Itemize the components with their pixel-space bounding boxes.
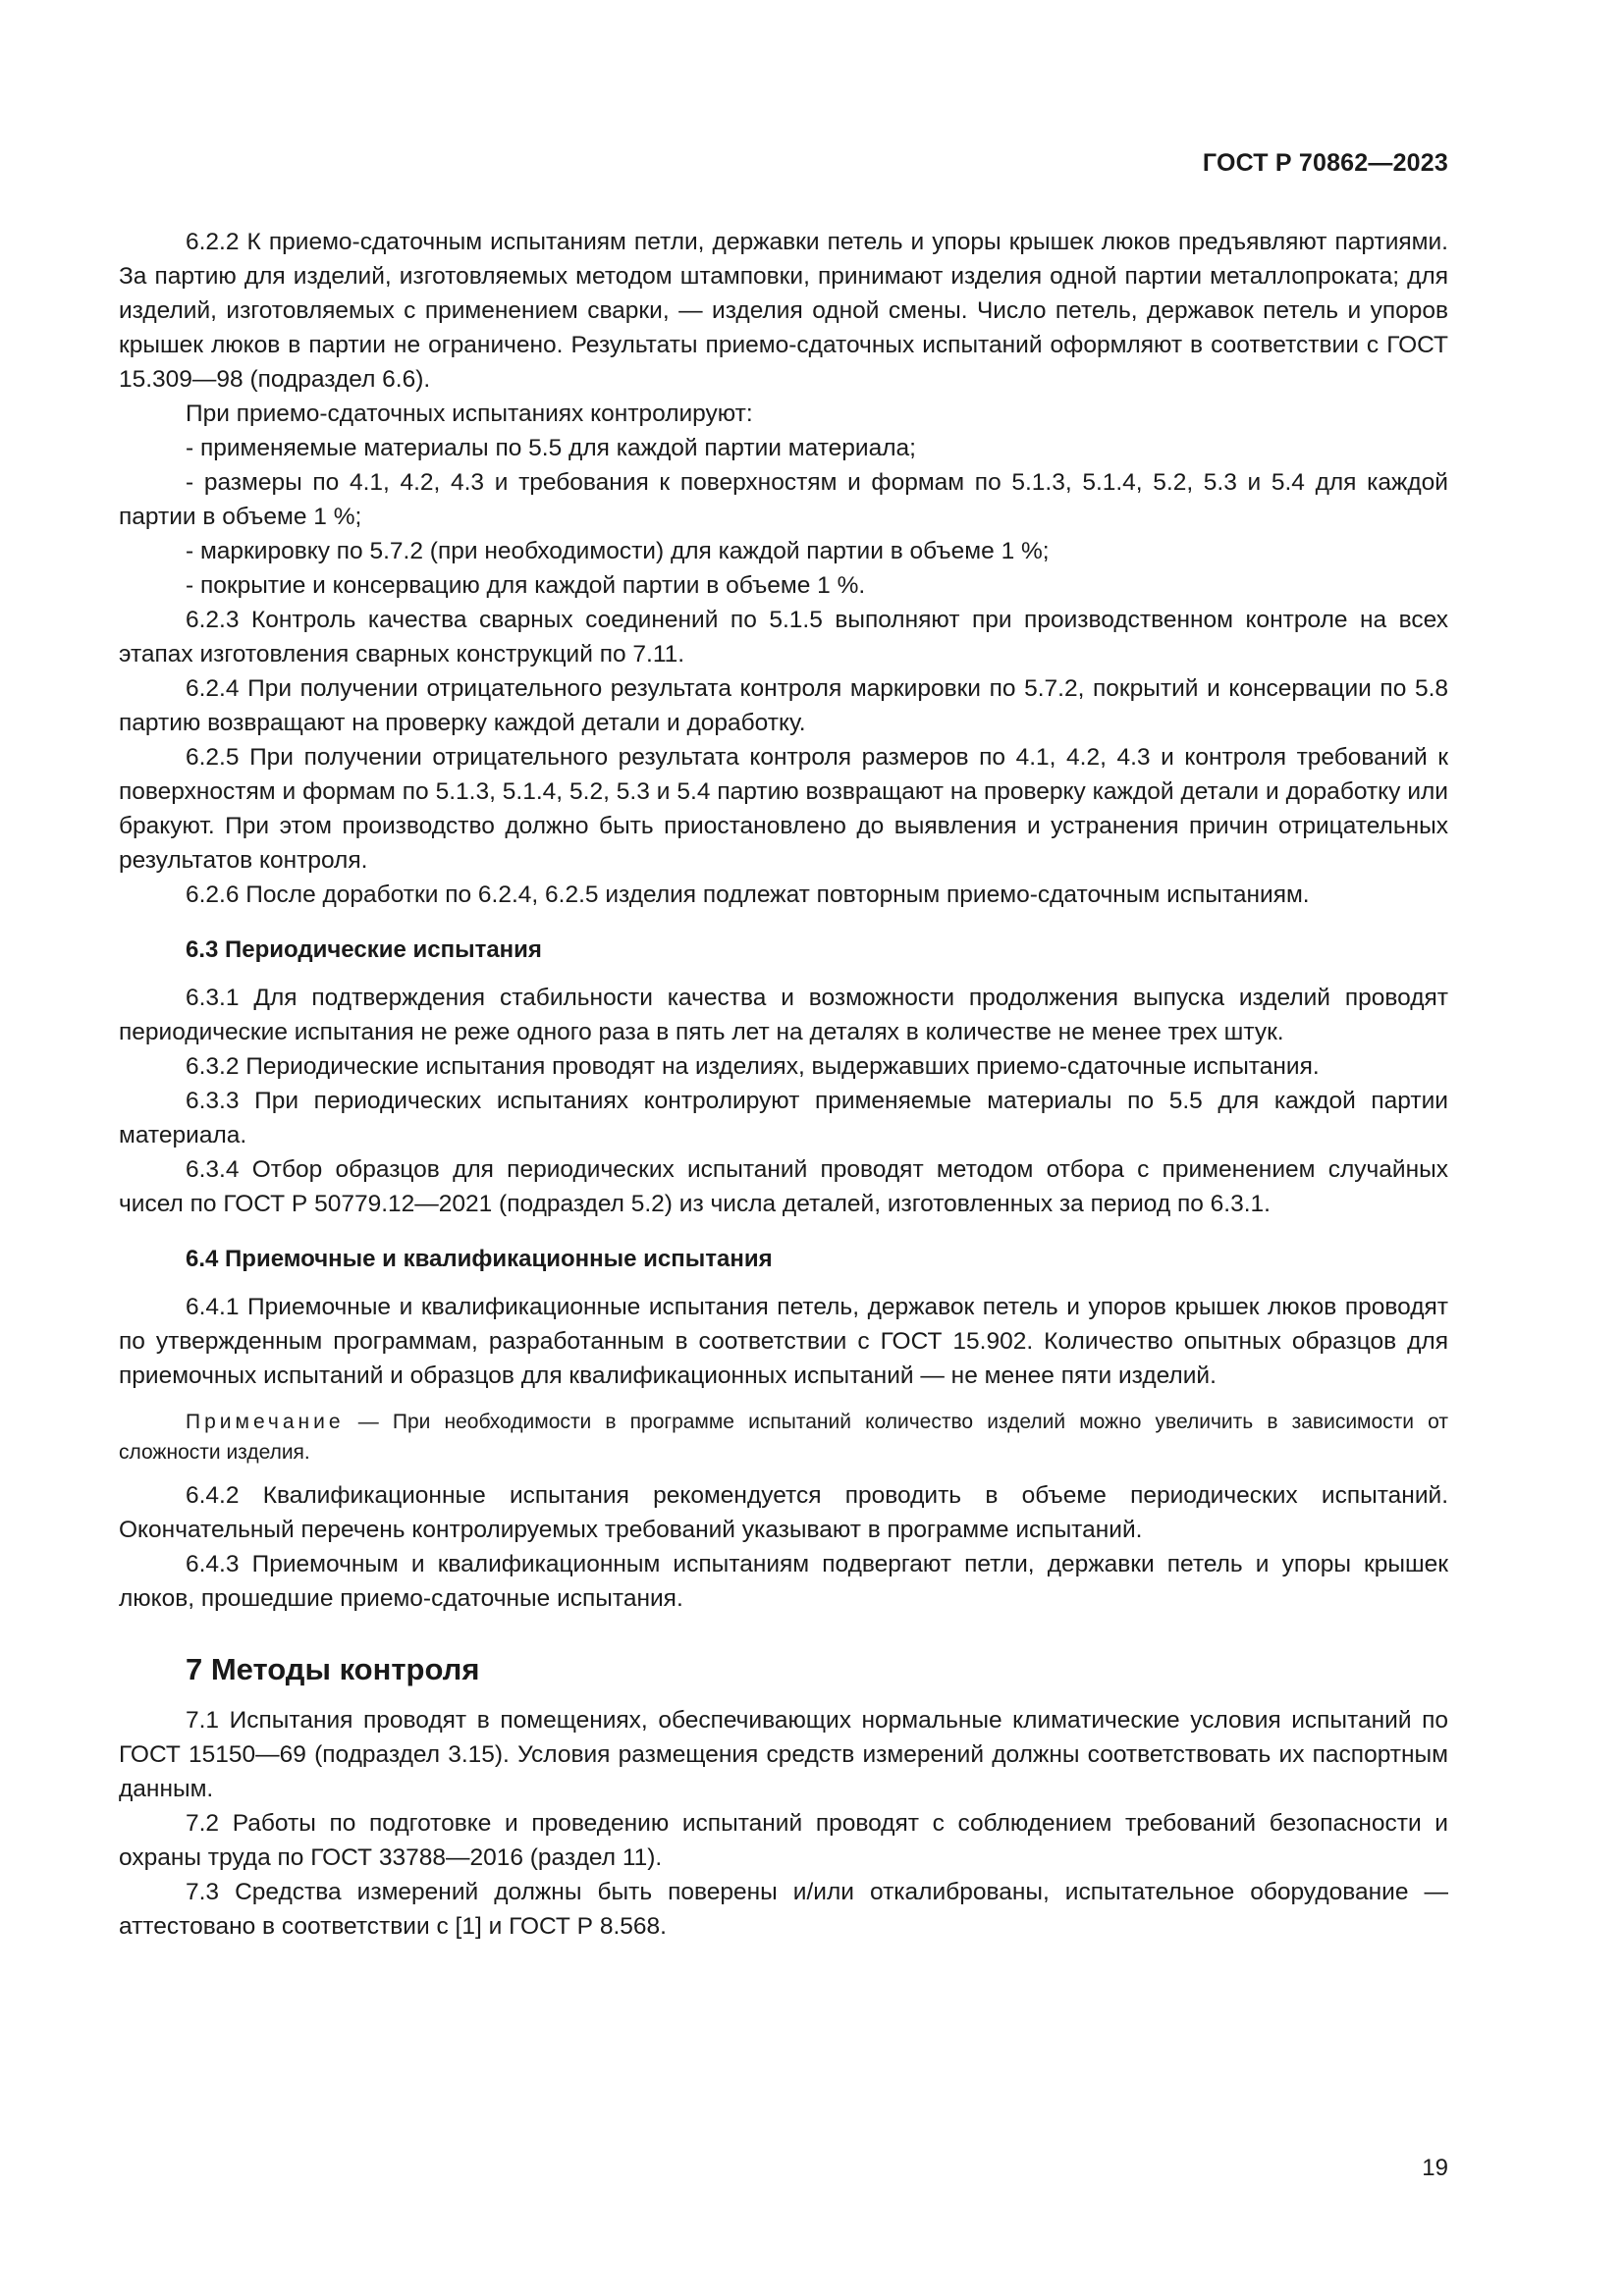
paragraph-control-intro: При приемо-сдаточных испытаниях контролируют:	[186, 400, 753, 427]
paragraph-6-4-3: 6.4.3 Приемочным и квалификационным испытаниям подвергают петли, державки петель и упоры крышек люков, прошедшие приемо-сдаточные испытания.	[119, 1551, 1448, 1612]
document-header: ГОСТ Р 70862—2023	[1202, 149, 1448, 177]
paragraph-6-2-6: 6.2.6 После доработки по 6.2.4, 6.2.5 изделия подлежат повторным приемо-сдаточным испытаниям.	[186, 881, 1310, 908]
note-text: — При необходимости в программе испытаний количество изделий можно увеличить в зависимости от сложности изделия.	[119, 1411, 1448, 1464]
paragraph-6-3-4: 6.3.4 Отбор образцов для периодических испытаний проводят методом отбора с применением случайных чисел по ГОСТ Р 50779.12—2021 (подраздел 5.2) из числа деталей, изготовленных за период по 6.3.1.	[119, 1156, 1448, 1217]
paragraph-6-4-2: 6.4.2 Квалификационные испытания рекомендуется проводить в объеме периодических испытаний. Окончательный перечень контролируемых требований указывают в программе испытаний.	[119, 1482, 1448, 1543]
list-item: - применяемые материалы по 5.5 для каждой партии материала;	[186, 435, 916, 461]
paragraph-6-4-1: 6.4.1 Приемочные и квалификационные испытания петель, державок петель и упоров крышек люков проводят по утвержденным программам, разработанным в соответствии с ГОСТ 15.902. Количество опытных образцов для приемочных испытаний и образцов для квалификационных испытаний — не менее пяти изделий.	[119, 1294, 1448, 1389]
section-6-4-heading: 6.4 Приемочные и квалификационные испытания	[186, 1246, 773, 1272]
paragraph-7-1: 7.1 Испытания проводят в помещениях, обеспечивающих нормальные климатические условия испытаний по ГОСТ 15150—69 (подраздел 3.15). Условия размещения средств измерений должны соответствовать их паспортным данным.	[119, 1707, 1448, 1802]
paragraph-6-2-5: 6.2.5 При получении отрицательного результата контроля размеров по 4.1, 4.2, 4.3 и контроля требований к поверхностям и формам по 5.1.3, 5.1.4, 5.2, 5.3 и 5.4 партию возвращают на проверку каждой детали и доработку или бракуют. При этом производство должно быть приостановлено до выявления и устранения причин отрицательных результатов контроля.	[119, 744, 1448, 874]
paragraph-6-2-2: 6.2.2 К приемо-сдаточным испытаниям петли, державки петель и упоры крышек люков предъявляют партиями. За партию для изделий, изготовляемых методом штамповки, принимают изделия одной партии металлопроката; для изделий, изготовляемых с применением сварки, — изделия одной смены. Число петель, державок петель и упоров крышек люков в партии не ограничено. Результаты приемо-сдаточных испытаний оформляют в соответствии с ГОСТ 15.309—98 (подраздел 6.6).	[119, 229, 1448, 393]
document-body	[119, 225, 1448, 1944]
paragraph-6-3-1: 6.3.1 Для подтверждения стабильности качества и возможности продолжения выпуска изделий проводят периодические испытания не реже одного раза в пять лет на деталях в количестве не менее трех штук.	[119, 985, 1448, 1045]
paragraph-7-2: 7.2 Работы по подготовке и проведению испытаний проводят с соблюдением требований безопасности и охраны труда по ГОСТ 33788—2016 (раздел 11).	[119, 1810, 1448, 1871]
paragraph-6-3-3: 6.3.3 При периодических испытаниях контролируют применяемые материалы по 5.5 для каждой партии материала.	[119, 1088, 1448, 1148]
paragraph-6-3-2: 6.3.2 Периодические испытания проводят на изделиях, выдержавших приемо-сдаточные испытания.	[186, 1053, 1320, 1080]
list-item: - покрытие и консервацию для каждой партии в объеме 1 %.	[186, 572, 866, 599]
note-label: Примечание	[186, 1411, 345, 1433]
paragraph-6-2-3: 6.2.3 Контроль качества сварных соединений по 5.1.5 выполняют при производственном контроле на всех этапах изготовления сварных конструкций по 7.11.	[119, 607, 1448, 667]
note	[119, 1407, 1448, 1468]
list-item: - маркировку по 5.7.2 (при необходимости) для каждой партии в объеме 1 %;	[186, 538, 1050, 564]
paragraph-6-2-4: 6.2.4 При получении отрицательного результата контроля маркировки по 5.7.2, покрытий и консервации по 5.8 партию возвращают на проверку каждой детали и доработку.	[119, 675, 1448, 736]
paragraph-7-3: 7.3 Средства измерений должны быть поверены и/или откалиброваны, испытательное оборудование — аттестовано в соответствии с [1] и ГОСТ Р 8.568.	[119, 1879, 1448, 1940]
section-6-3-heading: 6.3 Периодические испытания	[186, 936, 542, 963]
section-7-heading: 7 Методы контроля	[186, 1652, 480, 1686]
page-number: 19	[1422, 2155, 1448, 2181]
list-item: - размеры по 4.1, 4.2, 4.3 и требования к поверхностям и формам по 5.1.3, 5.1.4, 5.2, 5.3 и 5.4 для каждой партии в объеме 1 %;	[119, 469, 1448, 530]
